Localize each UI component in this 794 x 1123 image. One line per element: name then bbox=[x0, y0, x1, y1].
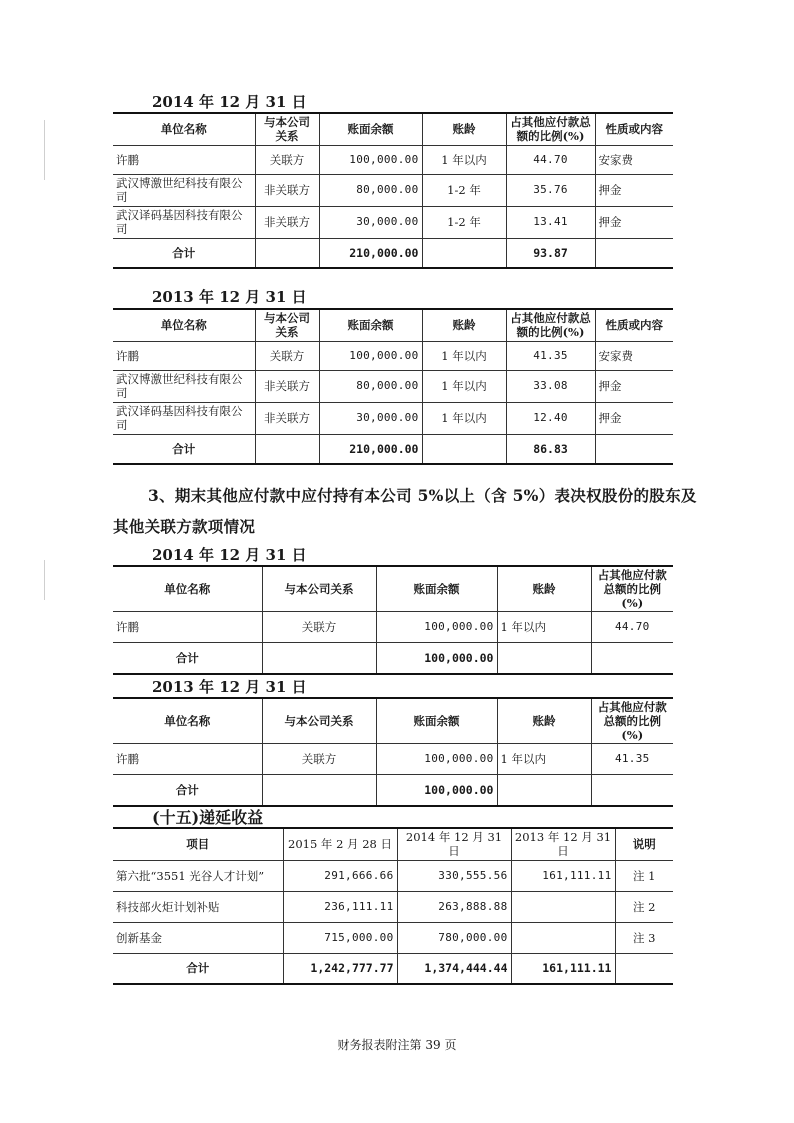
t2-total-amount: 210,000.00 bbox=[319, 434, 422, 464]
table-row bbox=[113, 370, 673, 402]
t1-header-row bbox=[113, 113, 673, 145]
t4-total-empty bbox=[591, 775, 673, 806]
t4-r0-c4: 41.35 bbox=[591, 744, 673, 775]
t5-r2-c0: 创新基金 bbox=[113, 922, 283, 953]
t5-h1: 2015 年 2 月 28 日 bbox=[283, 828, 397, 860]
t1-r2-c0: 武汉译码基因科技有限公司 bbox=[113, 206, 255, 238]
t1-r1-c2: 80,000.00 bbox=[319, 174, 422, 206]
table-row bbox=[113, 145, 673, 174]
t2-total-empty bbox=[595, 434, 673, 464]
t2-r2-c0: 武汉译码基因科技有限公司 bbox=[113, 402, 255, 434]
t2-r2-c4: 12.40 bbox=[506, 402, 595, 434]
t2-total-ratio: 86.83 bbox=[506, 434, 595, 464]
t4-table bbox=[113, 697, 673, 807]
t2-r1-c1: 非关联方 bbox=[255, 370, 319, 402]
t1-r0-c0: 许鹏 bbox=[113, 145, 255, 174]
t1-r0-c2: 100,000.00 bbox=[319, 145, 422, 174]
t1-h3: 账龄 bbox=[422, 113, 506, 145]
t3-date-heading: 2014 年 12 月 31 日 bbox=[152, 546, 307, 564]
t5-total-v1: 1,242,777.77 bbox=[283, 953, 397, 984]
t5-h2: 2014 年 12 月 31 日 bbox=[397, 828, 511, 860]
t3-h2: 账面余额 bbox=[376, 566, 497, 612]
t1-total-ratio: 93.87 bbox=[506, 238, 595, 268]
t5-table bbox=[113, 827, 673, 985]
t5-r0-c1: 291,666.66 bbox=[283, 860, 397, 891]
table-row bbox=[113, 891, 673, 922]
t5-r0-c4: 注 1 bbox=[615, 860, 673, 891]
t5-total-v3: 161,111.11 bbox=[511, 953, 615, 984]
t1-r0-c4: 44.70 bbox=[506, 145, 595, 174]
t2-h1: 与本公司关系 bbox=[255, 309, 319, 341]
t1-total-empty bbox=[595, 238, 673, 268]
t3-table bbox=[113, 565, 673, 675]
t2-r0-c4: 41.35 bbox=[506, 341, 595, 370]
binding-mark bbox=[44, 560, 45, 600]
t5-r2-c2: 780,000.00 bbox=[397, 922, 511, 953]
t1-r2-c4: 13.41 bbox=[506, 206, 595, 238]
t1-table bbox=[113, 112, 673, 269]
t3-h4: 占其他应付款总额的比例(%) bbox=[591, 566, 673, 612]
t1-r2-c5: 押金 bbox=[595, 206, 673, 238]
t5-r0-c2: 330,555.56 bbox=[397, 860, 511, 891]
t1-total-empty bbox=[422, 238, 506, 268]
t2-r0-c0: 许鹏 bbox=[113, 341, 255, 370]
table-row bbox=[113, 341, 673, 370]
t5-r1-c2: 263,888.88 bbox=[397, 891, 511, 922]
t5-h3: 2013 年 12 月 31 日 bbox=[511, 828, 615, 860]
t2-r1-c5: 押金 bbox=[595, 370, 673, 402]
t5-total-row bbox=[113, 953, 673, 984]
t1-h1: 与本公司关系 bbox=[255, 113, 319, 145]
t2-r1-c2: 80,000.00 bbox=[319, 370, 422, 402]
t1-h4: 占其他应付款总额的比例(%) bbox=[506, 113, 595, 145]
t1-r1-c4: 35.76 bbox=[506, 174, 595, 206]
t3-r0-c3: 1 年以内 bbox=[497, 612, 591, 643]
t5-r2-c4: 注 3 bbox=[615, 922, 673, 953]
t5-r2-c3 bbox=[511, 922, 615, 953]
t1-r0-c1: 关联方 bbox=[255, 145, 319, 174]
t3-header-row bbox=[113, 566, 673, 612]
t4-h0: 单位名称 bbox=[113, 698, 262, 744]
t2-h2: 账面余额 bbox=[319, 309, 422, 341]
t2-r2-c1: 非关联方 bbox=[255, 402, 319, 434]
t5-r0-c3: 161,111.11 bbox=[511, 860, 615, 891]
t5-r2-c1: 715,000.00 bbox=[283, 922, 397, 953]
t2-h4: 占其他应付款总额的比例(%) bbox=[506, 309, 595, 341]
t3-r0-c4: 44.70 bbox=[591, 612, 673, 643]
t2-total-empty bbox=[422, 434, 506, 464]
t3-r0-c0: 许鹏 bbox=[113, 612, 262, 643]
t2-h5: 性质或内容 bbox=[595, 309, 673, 341]
t5-r1-c1: 236,111.11 bbox=[283, 891, 397, 922]
t4-r0-c1: 关联方 bbox=[262, 744, 376, 775]
t3-h3: 账龄 bbox=[497, 566, 591, 612]
t3-h1: 与本公司关系 bbox=[262, 566, 376, 612]
t1-r0-c5: 安家费 bbox=[595, 145, 673, 174]
t3-total-amount: 100,000.00 bbox=[376, 643, 497, 674]
page-footer: 财务报表附注第 39 页 bbox=[337, 1038, 457, 1052]
t5-r1-c3 bbox=[511, 891, 615, 922]
t3-total-label: 合计 bbox=[113, 643, 262, 674]
t2-r0-c2: 100,000.00 bbox=[319, 341, 422, 370]
t4-total-label: 合计 bbox=[113, 775, 262, 806]
t2-r2-c5: 押金 bbox=[595, 402, 673, 434]
t4-h3: 账龄 bbox=[497, 698, 591, 744]
t2-r1-c0: 武汉博激世纪科技有限公司 bbox=[113, 370, 255, 402]
t4-header-row bbox=[113, 698, 673, 744]
t1-h2: 账面余额 bbox=[319, 113, 422, 145]
t2-r0-c1: 关联方 bbox=[255, 341, 319, 370]
table-row bbox=[113, 206, 673, 238]
t3-total-empty bbox=[497, 643, 591, 674]
t5-total-v2: 1,374,444.44 bbox=[397, 953, 511, 984]
t2-table bbox=[113, 308, 673, 465]
section3-line1: 3、期末其他应付款中应付持有本公司 5%以上（含 5%）表决权股份的股东及 bbox=[148, 486, 697, 505]
t1-date-heading: 2014 年 12 月 31 日 bbox=[152, 93, 307, 111]
binding-mark bbox=[44, 120, 45, 180]
t4-total-empty bbox=[497, 775, 591, 806]
t2-r2-c3: 1 年以内 bbox=[422, 402, 506, 434]
t2-h3: 账龄 bbox=[422, 309, 506, 341]
t3-total-empty bbox=[262, 643, 376, 674]
t1-total-empty bbox=[255, 238, 319, 268]
t2-total-label: 合计 bbox=[113, 434, 255, 464]
t1-r2-c1: 非关联方 bbox=[255, 206, 319, 238]
t4-h1: 与本公司关系 bbox=[262, 698, 376, 744]
t2-date-heading: 2013 年 12 月 31 日 bbox=[152, 288, 307, 306]
t2-total-empty bbox=[255, 434, 319, 464]
t1-h5: 性质或内容 bbox=[595, 113, 673, 145]
t5-r1-c0: 科技部火炬计划补贴 bbox=[113, 891, 283, 922]
t5-h0: 项目 bbox=[113, 828, 283, 860]
table-row bbox=[113, 612, 673, 643]
t1-r1-c0: 武汉博激世纪科技有限公司 bbox=[113, 174, 255, 206]
t4-r0-c2: 100,000.00 bbox=[376, 744, 497, 775]
t3-total-empty bbox=[591, 643, 673, 674]
t1-total-row bbox=[113, 238, 673, 268]
section3-line2: 其他关联方款项情况 bbox=[113, 517, 256, 536]
t1-r2-c2: 30,000.00 bbox=[319, 206, 422, 238]
table-row bbox=[113, 860, 673, 891]
table-row bbox=[113, 744, 673, 775]
t5-header-row bbox=[113, 828, 673, 860]
t2-r0-c5: 安家费 bbox=[595, 341, 673, 370]
t3-r0-c2: 100,000.00 bbox=[376, 612, 497, 643]
t4-total-amount: 100,000.00 bbox=[376, 775, 497, 806]
t5-r1-c4: 注 2 bbox=[615, 891, 673, 922]
t1-r1-c5: 押金 bbox=[595, 174, 673, 206]
t4-h2: 账面余额 bbox=[376, 698, 497, 744]
t2-r1-c3: 1 年以内 bbox=[422, 370, 506, 402]
table-row bbox=[113, 402, 673, 434]
t3-h0: 单位名称 bbox=[113, 566, 262, 612]
t4-date-heading: 2013 年 12 月 31 日 bbox=[152, 678, 307, 696]
t4-r0-c3: 1 年以内 bbox=[497, 744, 591, 775]
t2-header-row bbox=[113, 309, 673, 341]
t1-total-amount: 210,000.00 bbox=[319, 238, 422, 268]
t1-r0-c3: 1 年以内 bbox=[422, 145, 506, 174]
table-row bbox=[113, 922, 673, 953]
t2-r0-c3: 1 年以内 bbox=[422, 341, 506, 370]
t3-r0-c1: 关联方 bbox=[262, 612, 376, 643]
t4-h4: 占其他应付款总额的比例(%) bbox=[591, 698, 673, 744]
t4-r0-c0: 许鹏 bbox=[113, 744, 262, 775]
t2-r1-c4: 33.08 bbox=[506, 370, 595, 402]
t5-h4: 说明 bbox=[615, 828, 673, 860]
t1-total-label: 合计 bbox=[113, 238, 255, 268]
t1-r1-c1: 非关联方 bbox=[255, 174, 319, 206]
table-row bbox=[113, 174, 673, 206]
t4-total-row bbox=[113, 775, 673, 806]
t2-r2-c2: 30,000.00 bbox=[319, 402, 422, 434]
t1-r1-c3: 1-2 年 bbox=[422, 174, 506, 206]
t3-total-row bbox=[113, 643, 673, 674]
t2-h0: 单位名称 bbox=[113, 309, 255, 341]
t4-total-empty bbox=[262, 775, 376, 806]
t5-r0-c0: 第六批“3551 光谷人才计划” bbox=[113, 860, 283, 891]
t5-total-label: 合计 bbox=[113, 953, 283, 984]
t2-total-row bbox=[113, 434, 673, 464]
t1-h0: 单位名称 bbox=[113, 113, 255, 145]
t1-r2-c3: 1-2 年 bbox=[422, 206, 506, 238]
section15-title: (十五)递延收益 bbox=[152, 808, 264, 827]
t5-total-empty bbox=[615, 953, 673, 984]
